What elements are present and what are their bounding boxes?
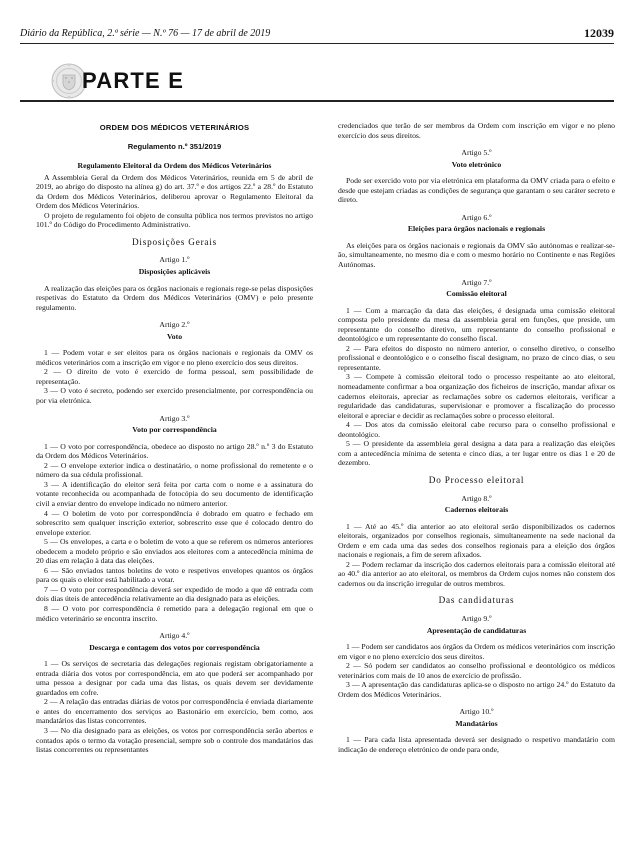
paragraph: 1 — Com a marcação da data das eleições, é designada uma comissão eleitoral composta pelo presidente da mesa da assembleia geral em funções, que preside, um representante do conselho diretivo, um representante do conselho profissional e deontológico e um representante do conselho fiscal. [338, 305, 615, 344]
article-title: Eleições para órgãos nacionais e regionais [407, 224, 546, 234]
part-divider [20, 100, 614, 102]
article-number: Artigo 2.º [159, 320, 190, 330]
article-title: Mandatários [455, 718, 498, 728]
article-number: Artigo 8.º [461, 493, 492, 503]
article-title: Comissão eleitoral [446, 289, 507, 299]
left-column [36, 122, 313, 755]
paragraph: A Assembleia Geral da Ordem dos Médicos Veterinários, reunida em 5 de abril de 2019, ao abrigo do disposto na alínea g) do art. 37.º e dos artigos 22.º a 28.º do Estatuto da Ordem dos Médicos Veterinários, deliberou aprovar o Regulamento Eleitoral da Ordem dos Médicos Veterinários. [36, 172, 313, 211]
page-number: 12039 [584, 26, 614, 40]
article-title: Descarga e contagem dos votos por correspondência [89, 642, 260, 652]
paragraph: Pode ser exercido voto por via eletrónica em plataforma da OMV criada para o efeito e desde que estejam criadas as condições de segurança que garantam o seu caráter secreto e direto. [338, 176, 615, 205]
article-number: Artigo 7.º [461, 277, 492, 287]
part-title: PARTE E [82, 68, 185, 93]
paragraph: 3 — O voto é secreto, podendo ser exercido presencialmente, por correspondência ou por via eletrónica. [36, 386, 313, 406]
article-number: Artigo 1.º [159, 255, 190, 265]
paragraph: 1 — Para cada lista apresentada deverá ser designado o respetivo mandatário com indicação de endereço eletrónico de onde para onde, [338, 735, 615, 754]
section-heading: Disposições Gerais [131, 236, 218, 247]
paragraph: 5 — O presidente da assembleia geral designa a data para a realização das eleições com a antecedência mínima de setenta e cinco dias, a ter lugar entre os dias 1 e 20 de dezembro. [338, 439, 615, 468]
regulation-title: Regulamento Eleitoral da Ordem dos Médicos Veterinários [77, 161, 272, 171]
article-title: Voto [166, 331, 183, 341]
section-heading: Das candidaturas [438, 595, 515, 606]
paragraph: 8 — O voto por correspondência é remetido para a delegação regional em que o médico veterinário se encontra inscrito. [36, 603, 313, 623]
organization-name: ORDEM DOS MÉDICOS VETERINÁRIOS [99, 123, 250, 132]
paragraph: 2 — Só podem ser candidatos ao conselho profissional e deontológico os médicos veterinários com mais de 10 anos de exercício de profissão. [338, 661, 615, 680]
paragraph: 1 — Os serviços de secretaria das delegações regionais registam obrigatoriamente a entrada diária dos votos por correspondência, em ato que poderá ser acompanhado por uma pessoa a designar por cada uma das listas, os quais devem ser devidamente guardados em cofre. [36, 659, 313, 697]
page-header [20, 28, 614, 42]
paragraph: 2 — O direito de voto é exercido de forma pessoal, sem possibilidade de representação. [36, 367, 313, 386]
paragraph: 3 — Compete à comissão eleitoral todo o processo respeitante ao ato eleitoral, nomeadamente confirmar a boa organização dos ficheiros de inscrição, mandar afixar os cadernos eleitorais, apreciar as reclamações sobre os cadernos eleitorais, verificar a regularidade das candidaturas, supervisionar e promover a fiscalização do processo eleitoral e apreciar e decidir as reclamações sobre o processo eleitoral. [338, 372, 615, 420]
regulation-number: Regulamento n.º 351/2019 [127, 141, 222, 151]
article-title: Disposições aplicáveis [138, 267, 211, 277]
paragraph: A realização das eleições para os órgãos nacionais e regionais rege-se pelas disposições respetivas do Estatuto da Ordem dos Médicos Veterinários (OMV) e pelo presente regulamento. [36, 283, 313, 312]
paragraph: 2 — O envelope exterior indica o destinatário, o nome profissional do remetente e o número da sua cédula profissional. [36, 460, 313, 480]
journal-reference: Diário da República, 2.ª série — N.º 76 — 17 de abril de 2019 [20, 28, 271, 39]
paragraph: O projeto de regulamento foi objeto de consulta pública nos termos previstos no artigo 101.º do Código do Procedimento Administrativo. [36, 210, 313, 230]
paragraph: As eleições para os órgãos nacionais e regionais da OMV são autónomas e realizar-se-ão, simultaneamente, no mesmo dia e com o mesmo horário no Continente e nas Regiões Autónomas. [338, 240, 615, 270]
article-title: Cadernos eleitorais [444, 505, 509, 515]
paragraph: 3 — A identificação do eleitor será feita por carta com o nome e a assinatura do votante reconhecida ou acompanhada de fotocópia do seu documento de identificação civil a enviar dentro do envelope indicado no número anterior. [36, 479, 313, 508]
paragraph: 1 — O voto por correspondência, obedece ao disposto no artigo 28.º n.º 3 do Estatuto da Ordem dos Médicos Veterinários. [36, 441, 313, 461]
paragraph: 1 — Podem votar e ser eleitos para os órgãos nacionais e regionais da OMV os médicos veterinários com a inscrição em vigor e no pleno exercício dos seus direitos. [36, 348, 313, 367]
paragraph: 1 — Até ao 45.º dia anterior ao ato eleitoral serão disponibilizados os cadernos eleitorais, organizados por conselhos regionais, simultaneamente na sede nacional da Ordem e em cada uma das sedes dos conselhos regionais para a eleição dos órgãos nacionais e regionais, a fim de serem afixados. [338, 521, 615, 560]
article-number: Artigo 3.º [159, 413, 190, 423]
article-number: Artigo 6.º [461, 212, 492, 222]
paragraph: 1 — Podem ser candidatos aos órgãos da Ordem os médicos veterinários com inscrição em vigor e no pleno exercício dos seus direitos. [338, 642, 615, 661]
paragraph: 5 — Os envelopes, a carta e o boletim de voto a que se referem os números anteriores obedecem a modelo próprio e são enviados aos eleitores com a antecedência mínima de 20 dias em relação à data das eleições. [36, 537, 313, 566]
right-column [338, 121, 615, 755]
paragraph: 4 — O boletim de voto por correspondência é dobrado em quatro e fechado em sobrescrito sem qualquer inscrição exterior, sobrescrito esse que é colocado dentro do envelope exterior. [36, 508, 313, 537]
paragraph: 3 — No dia designado para as eleições, os votos por correspondência serão abertos e contados após o termo da votação presencial, sempre sob o controle dos mandatários das listas concorrentes ou representantes [36, 725, 313, 755]
article-title: Apresentação de candidaturas [426, 625, 527, 635]
paragraph: credenciados que terão de ser membros da Ordem com inscrição em vigor e no pleno exercício dos seus direitos. [338, 121, 615, 140]
article-number: Artigo 9.º [461, 613, 492, 623]
header-divider [20, 43, 614, 44]
paragraph: 2 — Para efeitos do disposto no número anterior, o conselho diretivo, o conselho profissional e deontológico e o conselho fiscal designam, no prazo de cinco dias, o seu representante. [338, 343, 615, 372]
paragraph: 3 — A apresentação das candidaturas aplica-se o disposto no artigo 24.º do Estatuto da Ordem dos Médicos Veterinários. [338, 680, 615, 699]
paragraph: 7 — O voto por correspondência deverá ser expedido de modo a que dê entrada com dois dias úteis de antecedência relativamente ao dia designado para as eleições. [36, 584, 313, 604]
paragraph: 6 — São enviados tantos boletins de voto e respetivos envelopes quantos os órgãos para os quais o eleitor está habilitado a votar. [36, 565, 313, 585]
paragraph: 4 — Dos atos da comissão eleitoral cabe recurso para o conselho profissional e deontológico. [338, 420, 615, 439]
article-number: Artigo 10.º [459, 707, 494, 717]
paragraph: 2 — A relação das entradas diárias de votos por correspondência é enviada diariamente e antes do encerramento dos serviços ao Bastonário em exercício, bem como, aos mandatários das listas concorrentes. [36, 697, 313, 726]
article-title: Voto eletrónico [451, 159, 502, 169]
article-title: Voto por correspondência [132, 425, 217, 435]
article-number: Artigo 4.º [159, 631, 190, 641]
section-heading: Do Processo eleitoral [428, 474, 525, 485]
article-number: Artigo 5.º [461, 148, 492, 158]
paragraph: 2 — Podem reclamar da inscrição dos cadernos eleitorais para a comissão eleitoral até ao 40.º dia anterior ao ato eleitoral, os membros da Ordem cujos nomes não constem dos cadernos ou da inscrição irregular de outros membros. [338, 559, 615, 588]
